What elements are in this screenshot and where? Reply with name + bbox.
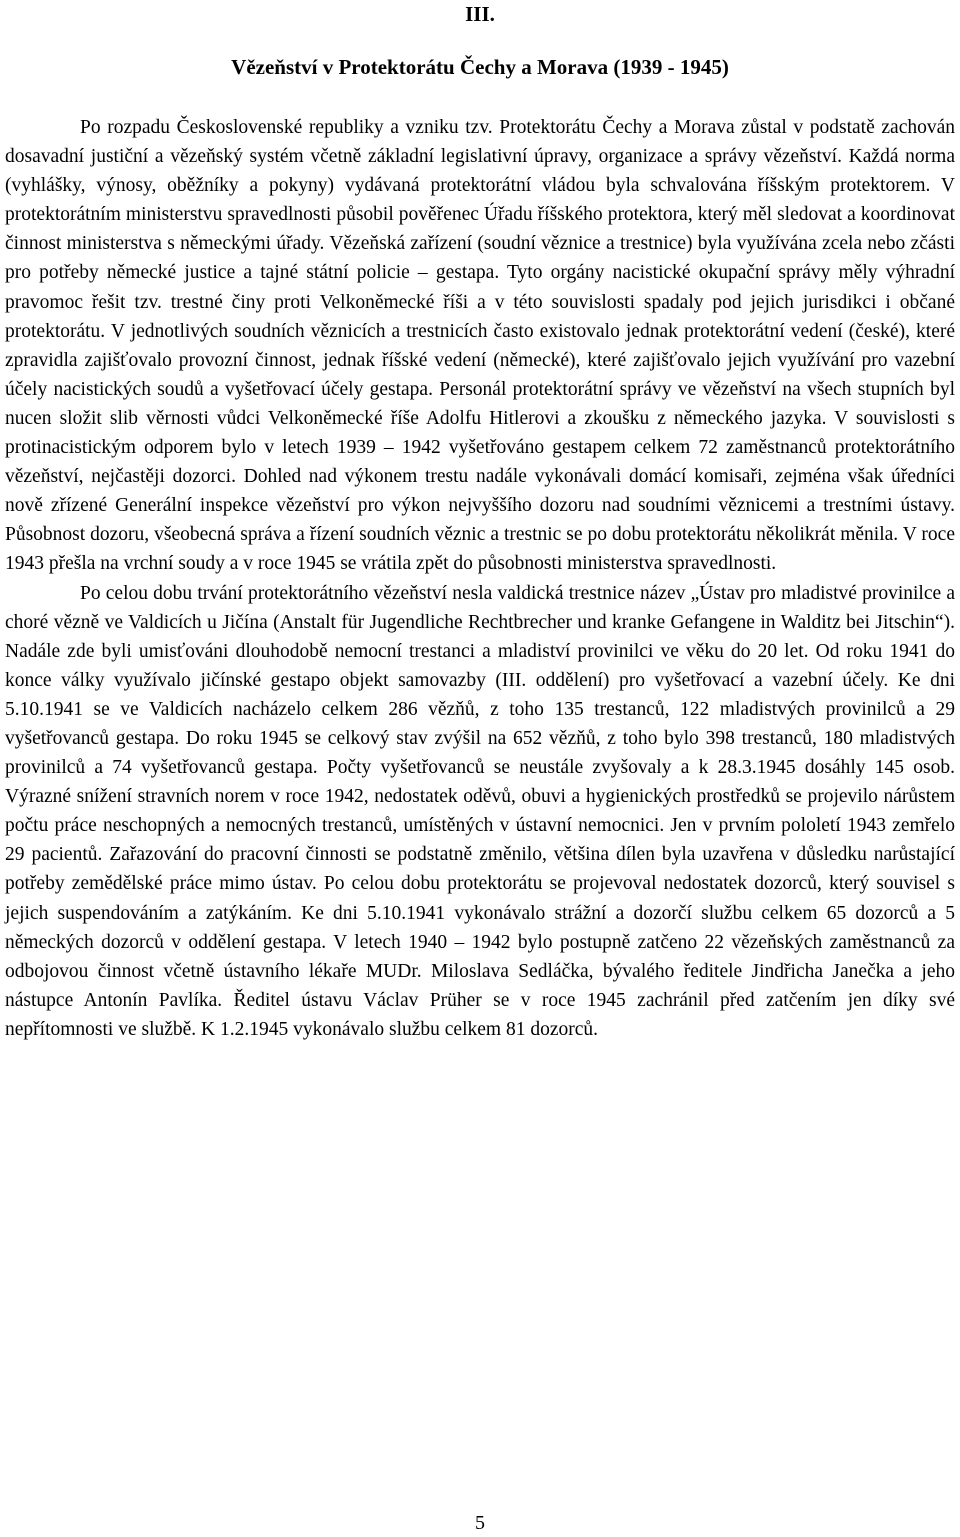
page-number: 5 [475, 1512, 485, 1534]
chapter-title: Vězeňství v Protektorátu Čechy a Morava (1939 - 1945) [231, 55, 729, 79]
paragraph-2: Po celou dobu trvání protektorátního vězeňství nesla valdická trestnice název „Ústav pro mladistvé provinilce a choré vězně ve Valdicích u Jičína (Anstalt für Jugendliche Rechtbrecher und kranke Gefangene in Walditz bei Jitschin“). Nadále zde byli umisťováni dlouhodobě nemocní trestanci a mladiství provinilci ve věku do 20 let. Od roku 1941 do konce války využívalo jičínské gestapo objekt samovazby (III. oddělení) pro vyšetřovací a vazební účely. Ke dni 5.10.1941 se ve Valdicích nacházelo celkem 286 vězňů, z toho 135 trestanců, 122 mladistvých provinilců a 29 vyšetřovanců gestapa. Do roku 1945 se celkový stav zvýšil na 652 vězňů, z toho bylo 398 trestanců, 180 mladistvých provinilců a 74 vyšetřovanců gestapa. Počty vyšetřovanců se neustále zvyšovaly a k 28.3.1945 dosáhly 145 osob. Výrazné snížení stravních norem v roce 1942, nedostatek oděvů, obuvi a hygienických prostředků se projevilo nárůstem počtu práce neschopných a nemocných trestanců, umístěných v ústavní nemocnici. Jen v prvním pololetí 1943 zemřelo 29 pacientů. Zařazování do pracovní činnosti se podstatně změnilo, většina dílen byla uzavřena v důsledku narůstající potřeby zemědělské práce mimo ústav. Po celou dobu protektorátu se projevoval nedostatek dozorců, který souvisel s jejich suspendováním a zatýkáním. Ke dni 5.10.1941 vykonávalo strážní a dozorčí službu celkem 65 dozorců a 5 německých dozorců v oddělení gestapa. V letech 1940 – 1942 bylo postupně zatčeno 22 vězeňských zaměstnanců za odbojovou činnost včetně ústavního lékaře MUDr. Miloslava Sedláčka, bývalého ředitele Jindřicha Janečka a jeho nástupce Antonín Pavlíka. Ředitel ústavu Václav Prüher se v roce 1945 zachránil před zatčením jen díky své nepřítomnosti ve službě. K 1.2.1945 vykonávalo službu celkem 81 dozorců. [5, 582, 955, 1040]
body-text [5, 113, 955, 1044]
chapter-number: III. [465, 2, 495, 26]
paragraph-1: Po rozpadu Československé republiky a vzniku tzv. Protektorátu Čechy a Morava zůstal v podstatě zachován dosavadní justiční a vězeňský systém včetně základní legislativní úpravy, organizace a správy vězeňství. Každá norma (vyhlášky, výnosy, oběžníky a pokyny) vydávaná protektorátní vládou byla schvalována říšským protektorem. V protektorátním ministerstvu spravedlnosti působil pověřenec Úřadu říšského protektora, který měl sledovat a koordinovat činnost ministerstva s německými úřady. Vězeňská zařízení (soudní věznice a trestnice) byla využívána zcela nebo zčásti pro potřeby německé justice a tajné státní policie – gestapa. Tyto orgány nacistické okupační správy měly výhradní pravomoc řešit tzv. trestné činy proti Velkoněmecké říši a v této souvislosti spadaly pod jejich jurisdikci i občané protektorátu. V jednotlivých soudních věznicích a trestnicích často existovalo jednak protektorátní vedení (české), které zpravidla zajišťovalo provozní činnost, jednak říšské vedení (německé), které zajišťovalo jejich využívání pro vazební účely nacistických soudů a vyšetřovací účely gestapa. Personál protektorátní správy ve vězeňství na všech stupních byl nucen složit slib věrnosti vůdci Velkoněmecké říše Adolfu Hitlerovi a zkoušku z německého jazyka. V souvislosti s protinacistickým odporem bylo v letech 1939 – 1942 vyšetřováno gestapem celkem 72 zaměstnanců protektorátního vězeňství, nejčastěji dozorci. Dohled nad výkonem trestu nadále vykonávali domácí komisaři, zejména však úředníci nově zřízené Generální inspekce vězeňství pro výkon nejvyššího dozoru nad soudními věznicemi a trestními ústavy. Působnost dozoru, všeobecná správa a řízení soudních věznic a trestnic se po dobu protektorátu několikrát měnila. V roce 1943 přešla na vrchní soudy a v roce 1945 se vrátila zpět do působnosti ministerstva spravedlnosti. [5, 117, 955, 575]
